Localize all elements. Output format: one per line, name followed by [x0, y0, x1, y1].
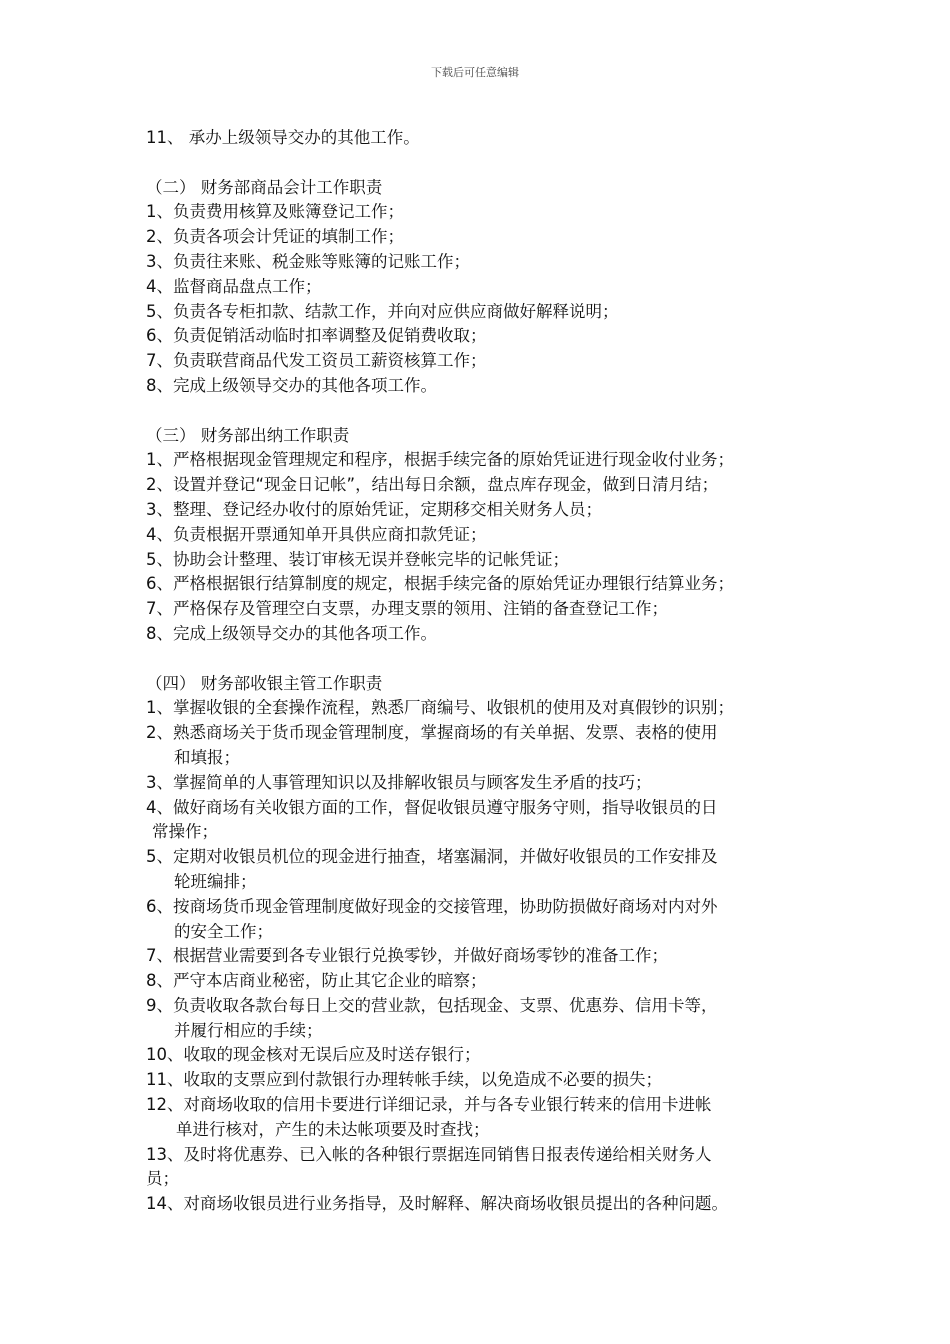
list-item: 7、根据营业需要到各专业银行兑换零钞，并做好商场零钞的准备工作； — [146, 946, 668, 966]
list-item: 2、负责各项会计凭证的填制工作； — [146, 227, 404, 247]
page-header: 下载后可任意编辑 — [431, 66, 519, 79]
list-item: 7、负责联营商品代发工资员工薪资核算工作； — [146, 351, 487, 371]
list-item: 8、完成上级领导交办的其他各项工作。 — [146, 623, 437, 643]
list-item: 5、负责各专柜扣款、结款工作，并向对应供应商做好解释说明； — [146, 301, 619, 321]
section-title: （二） 财务部商品会计工作职责 — [146, 177, 383, 197]
list-item-continuation: 常操作； — [152, 822, 218, 842]
list-item: 4、做好商场有关收银方面的工作，督促收银员遵守服务守则，指导收银员的日 — [146, 797, 718, 817]
list-item-continuation: 和填报； — [174, 747, 240, 767]
list-item: 1、负责费用核算及账簿登记工作； — [146, 202, 404, 222]
list-item: 7、严格保存及管理空白支票，办理支票的领用、注销的备查登记工作； — [146, 599, 668, 619]
section4-list — [146, 696, 826, 1217]
section-title: （四） 财务部收银主管工作职责 — [146, 673, 383, 693]
list-item: 13、及时将优惠券、已入帐的各种银行票据连同销售日报表传递给相关财务人 — [146, 1144, 712, 1164]
list-item: 8、严守本店商业秘密，防止其它企业的暗察； — [146, 971, 487, 991]
list-item: 12、对商场收取的信用卡要进行详细记录，并与各专业银行转来的信用卡进帐 — [146, 1095, 712, 1115]
list-item: 6、负责促销活动临时扣率调整及促销费收取； — [146, 326, 487, 346]
list-item-continuation: 轮班编排； — [174, 871, 257, 891]
item-text: 承办上级领导交办的其他工作。 — [183, 128, 420, 147]
list-item: 4、负责根据开票通知单开具供应商扣款凭证； — [146, 524, 487, 544]
list-item: 5、协助会计整理、装订审核无误并登帐完毕的记帐凭证； — [146, 549, 569, 569]
list-item — [146, 126, 826, 151]
list-item: 3、掌握简单的人事管理知识以及排解收银员与顾客发生矛盾的技巧； — [146, 772, 652, 792]
list-item-continuation: 并履行相应的手续； — [174, 1020, 323, 1040]
section-title: （三） 财务部出纳工作职责 — [146, 425, 350, 445]
list-item-continuation: 员； — [146, 1169, 179, 1189]
list-item: 10、收取的现金核对无误后应及时送存银行； — [146, 1045, 481, 1065]
list-item: 3、整理、登记经办收付的原始凭证，定期移交相关财务人员； — [146, 499, 602, 519]
list-item: 9、负责收取各款台每日上交的营业款，包括现金、支票、优惠券、信用卡等， — [146, 995, 718, 1015]
list-item: 1、严格根据现金管理规定和程序，根据手续完备的原始凭证进行现金收付业务； — [146, 450, 734, 470]
document-body — [146, 126, 826, 1217]
list-item-continuation: 单进行核对，产生的未达帐项要及时查找； — [176, 1119, 490, 1139]
item-number: 11、 — [146, 128, 184, 147]
list-item-continuation: 的安全工作； — [174, 921, 273, 941]
list-item: 11、收取的支票应到付款银行办理转帐手续，以免造成不必要的损失； — [146, 1070, 662, 1090]
list-item: 2、设置并登记“现金日记帐”，结出每日余额，盘点库存现金，做到日清月结； — [146, 475, 719, 495]
list-item: 14、对商场收银员进行业务指导，及时解释、解决商场收银员提出的各种问题。 — [146, 1194, 728, 1214]
list-item: 6、按商场货币现金管理制度做好现金的交接管理，协助防损做好商场对内对外 — [146, 896, 718, 916]
list-item: 3、负责往来账、税金账等账簿的记账工作； — [146, 251, 470, 271]
list-item: 6、严格根据银行结算制度的规定，根据手续完备的原始凭证办理银行结算业务； — [146, 574, 734, 594]
list-item: 5、定期对收银员机位的现金进行抽查，堵塞漏洞，并做好收银员的工作安排及 — [146, 847, 718, 867]
list-item: 1、掌握收银的全套操作流程，熟悉厂商编号、收银机的使用及对真假钞的识别； — [146, 698, 734, 718]
list-item: 2、熟悉商场关于货币现金管理制度，掌握商场的有关单据、发票、表格的使用 — [146, 723, 718, 743]
list-item: 4、监督商品盘点工作； — [146, 276, 322, 296]
list-item: 8、完成上级领导交办的其他各项工作。 — [146, 375, 437, 395]
